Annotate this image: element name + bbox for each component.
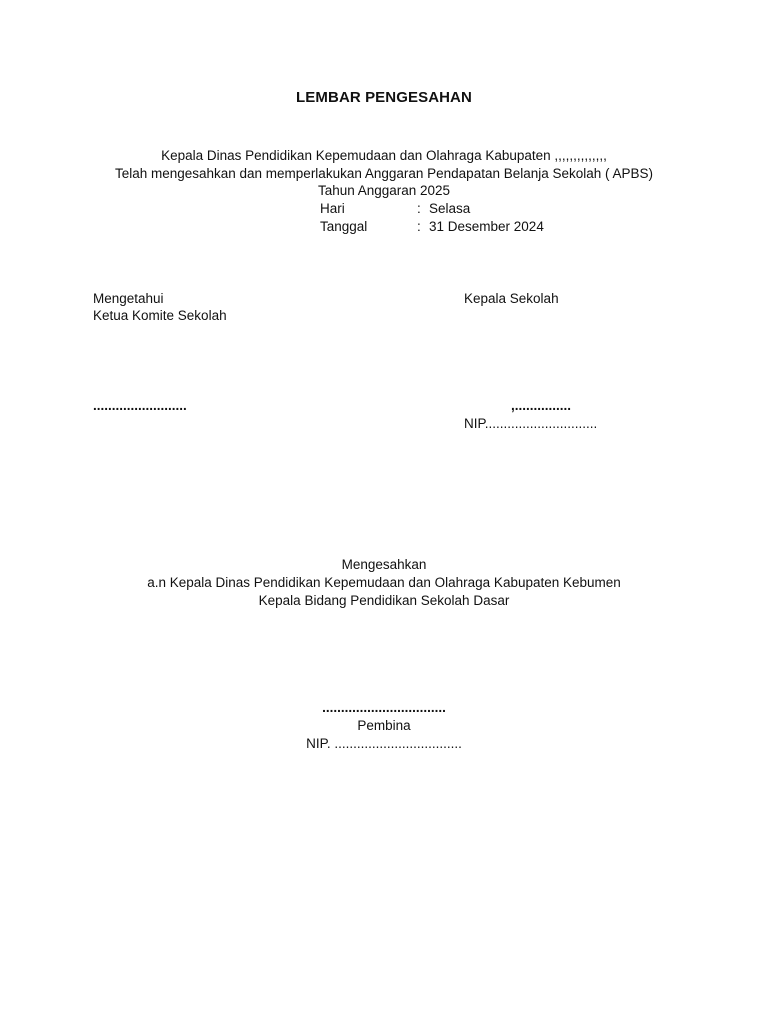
day-separator: : (417, 201, 421, 216)
intro-line-2: Telah mengesahkan dan memperlakukan Anggaran Pendapatan Belanja Sekolah ( APBS) (114, 166, 654, 181)
date-separator: : (417, 219, 421, 234)
right-signature-name: ,............... (511, 398, 572, 413)
document-title: LEMBAR PENGESAHAN (296, 89, 472, 106)
day-label: Hari (320, 201, 345, 216)
approval-line-1: a.n Kepala Dinas Pendidikan Kepemudaan dan Olahraga Kabupaten Kebumen (147, 575, 621, 590)
intro-line-1: Kepala Dinas Pendidikan Kepemudaan dan Olahraga Kabupaten ,,,,,,,,,,,,,, (161, 148, 607, 163)
approval-line-2: Kepala Bidang Pendidikan Sekolah Dasar (258, 593, 510, 608)
approval-rank: Pembina (357, 718, 411, 733)
intro-line-3: Tahun Anggaran 2025 (317, 183, 451, 198)
right-signature-nip: NIP.............................. (464, 416, 598, 431)
approval-nip: NIP. .................................. (306, 736, 462, 751)
approval-heading: Mengesahkan (341, 557, 427, 572)
left-signature-line-2: Ketua Komite Sekolah (93, 308, 227, 323)
day-value: Selasa (429, 201, 471, 216)
approval-signature-name: ................................. (322, 700, 446, 715)
left-signature-line-1: Mengetahui (93, 291, 164, 306)
date-label: Tanggal (320, 219, 368, 234)
date-value: 31 Desember 2024 (429, 219, 544, 234)
left-signature-name: ......................... (93, 398, 187, 413)
right-signature-title: Kepala Sekolah (464, 291, 559, 306)
